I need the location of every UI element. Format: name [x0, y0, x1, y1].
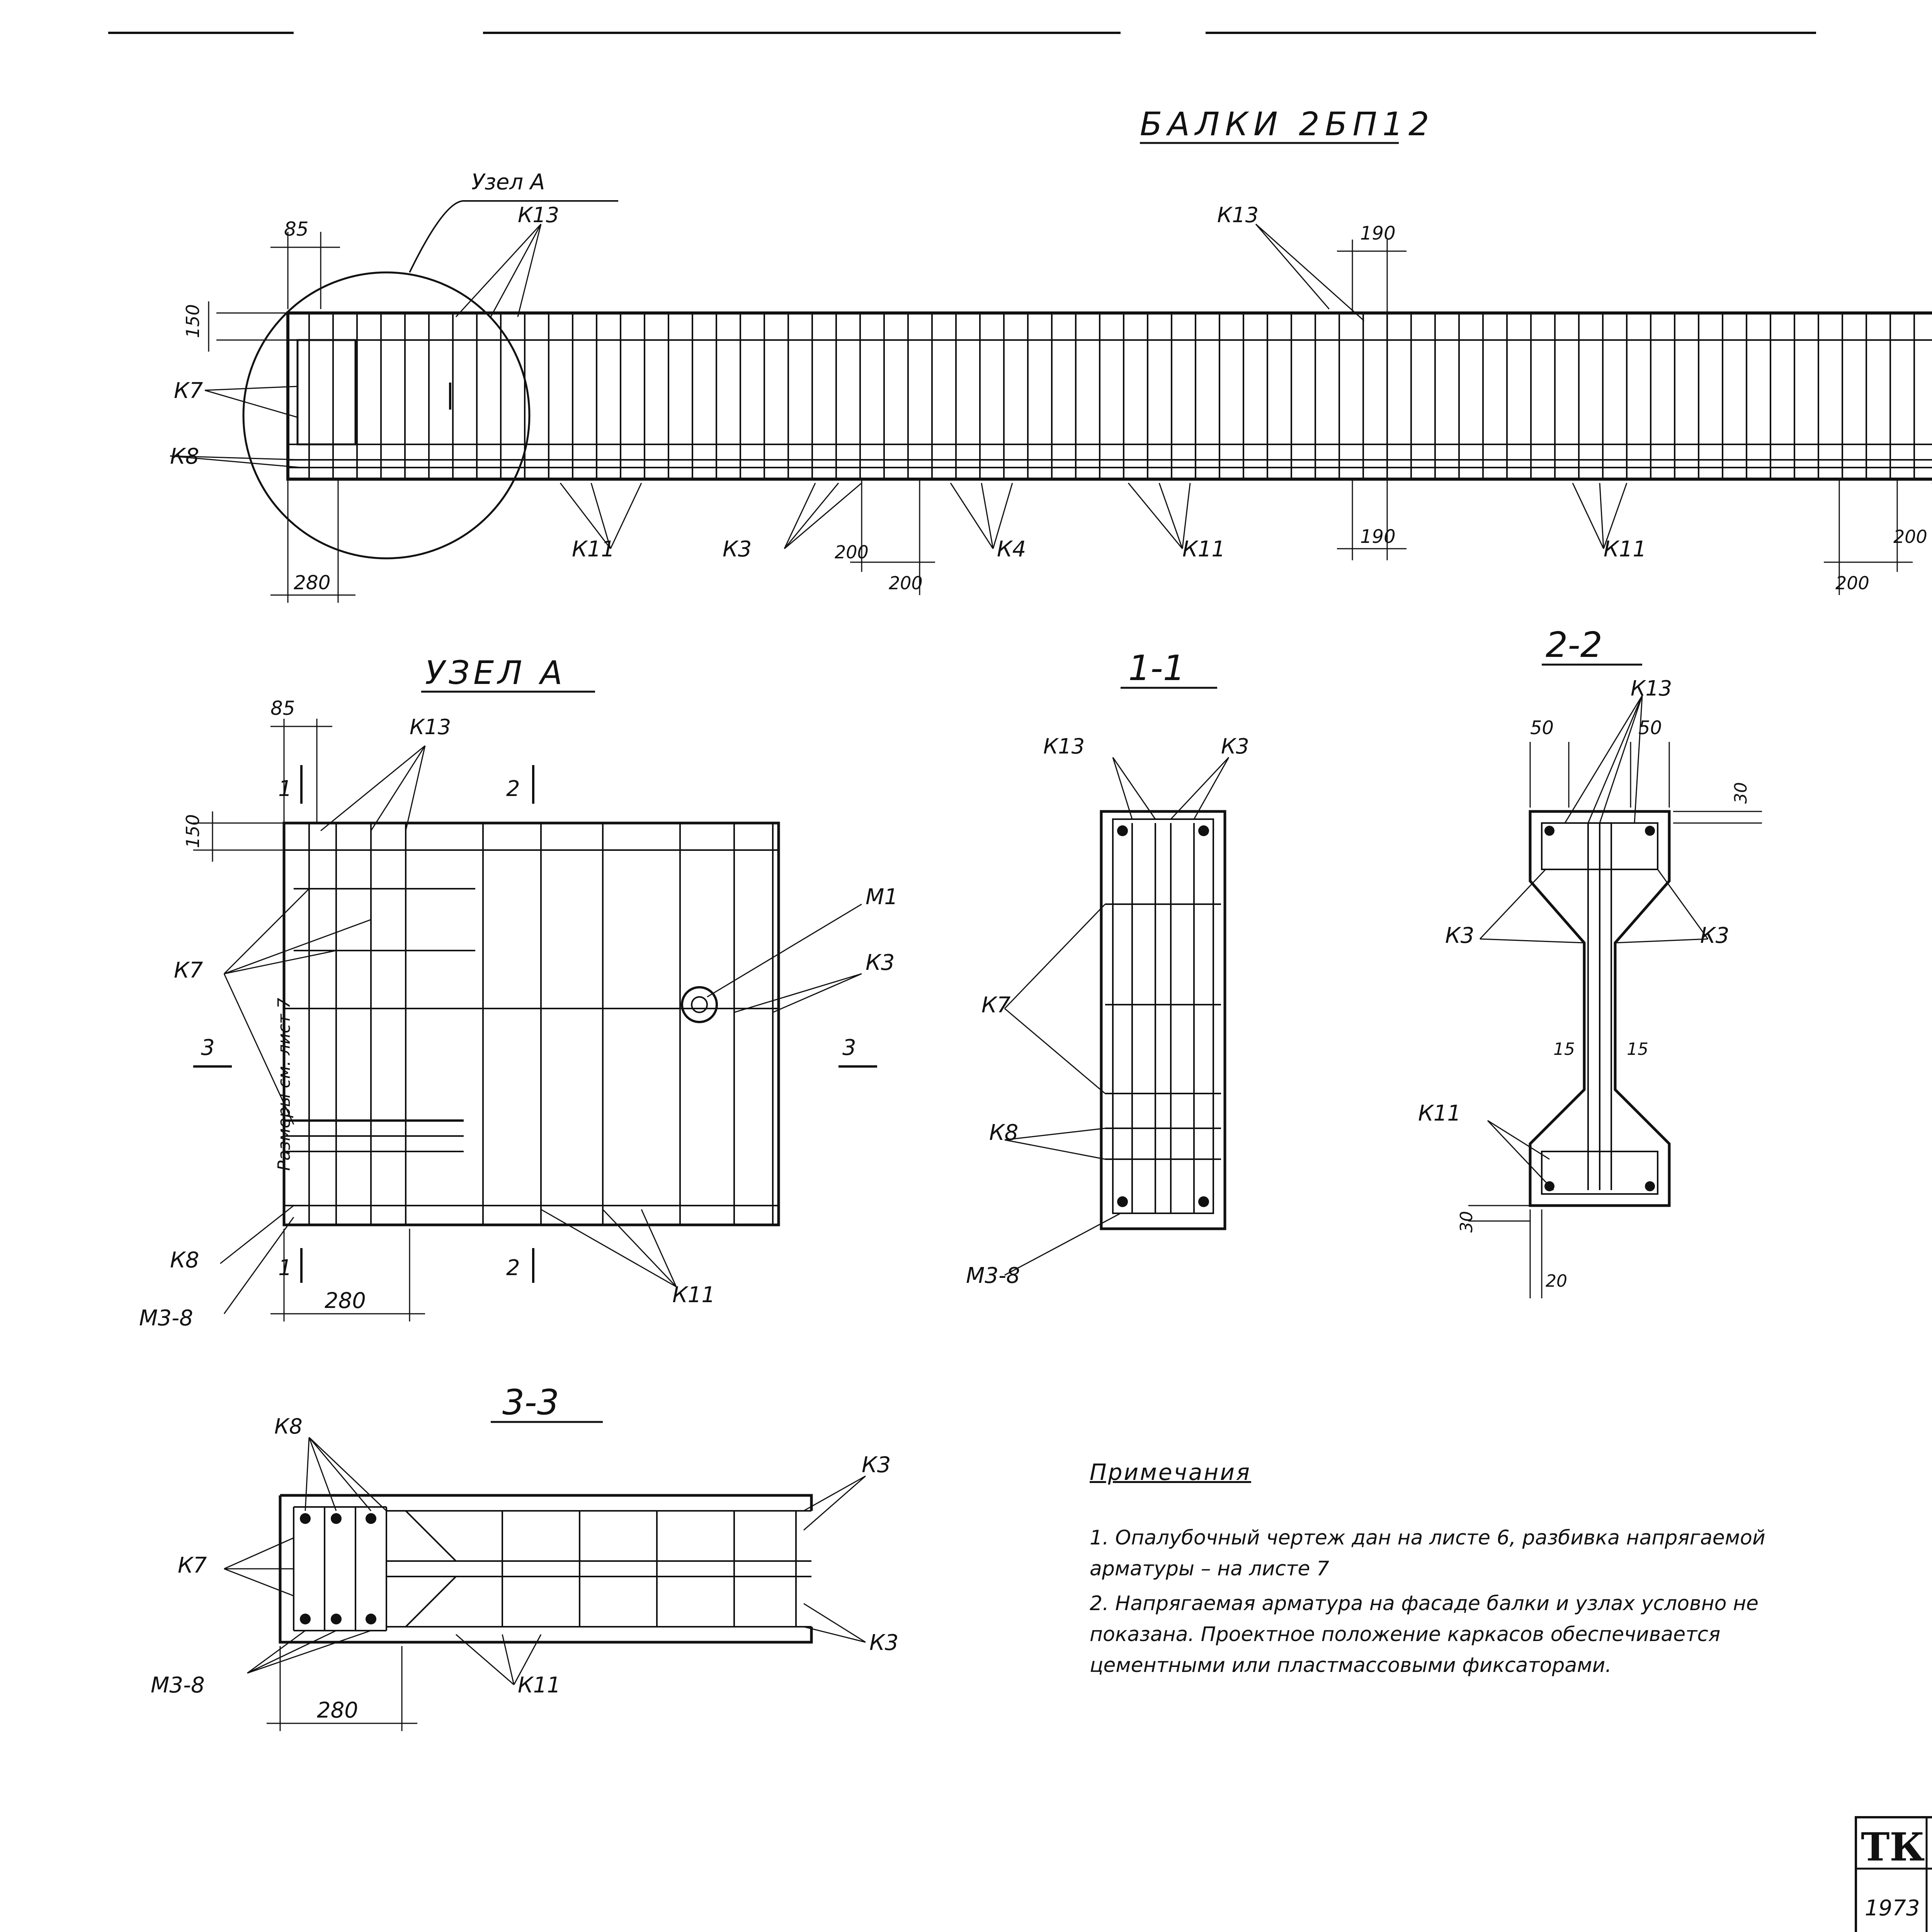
- sec22-k3-right: К3: [1700, 923, 1730, 948]
- note-1: 1. Опалубочный чертеж дан на листе 6, разбивка напрягаемой арматуры – на листе 7: [1090, 1526, 1765, 1580]
- label-k7-left: К7: [174, 378, 203, 403]
- node-k7: К7: [174, 958, 203, 983]
- label-k3-1: К3: [723, 537, 752, 562]
- sec22-k3-left: К3: [1445, 923, 1475, 948]
- logo-tk: ТК: [1861, 1824, 1925, 1870]
- node-k3: К3: [866, 950, 895, 975]
- node-k13: К13: [410, 715, 451, 739]
- dim-200-c: 200: [1893, 526, 1927, 547]
- cut-3-right: 3: [842, 1035, 856, 1060]
- node-k8: К8: [170, 1248, 199, 1273]
- dim-280-sec33: 280: [317, 1698, 358, 1723]
- label-k11-3: К11: [1604, 537, 1647, 562]
- sec11-k8: К8: [989, 1120, 1019, 1145]
- cut-2-top: 2: [506, 776, 520, 801]
- dim-200-d: 200: [1835, 573, 1869, 594]
- label-k13-left: К13: [518, 203, 560, 227]
- cut-1-top: 1: [278, 776, 292, 801]
- node-k11: К11: [672, 1282, 716, 1308]
- sec11-k3: К3: [1221, 734, 1249, 759]
- sizes-note: Размеры см. лист 7: [274, 998, 294, 1171]
- dim-50-right: 50: [1638, 717, 1662, 739]
- dim-20: 20: [1546, 1271, 1567, 1291]
- sec11-k13: К13: [1043, 734, 1085, 759]
- beam-elevation: [170, 170, 1932, 603]
- label-k11-1: К11: [572, 537, 615, 562]
- sec22-k11: К11: [1418, 1101, 1461, 1126]
- sec22-k13: К13: [1631, 676, 1672, 701]
- dim-85-node: 85: [270, 697, 295, 719]
- dim-200-b: 200: [889, 573, 923, 594]
- notes-title: Примечания: [1090, 1459, 1251, 1485]
- sec11-m38: М3-8: [966, 1263, 1020, 1288]
- section-2-2: [1418, 625, 1762, 1298]
- sec11-k7: К7: [981, 993, 1011, 1018]
- label-k11-2: К11: [1182, 537, 1226, 562]
- sec33-k11: К11: [518, 1673, 561, 1698]
- sec-33-title: 3-3: [502, 1382, 559, 1423]
- dim-200-a: 200: [835, 542, 869, 563]
- dim-190-top: 190: [1360, 223, 1396, 244]
- label-k13-mid: К13: [1217, 203, 1259, 227]
- label-k8-left: К8: [170, 444, 199, 469]
- dim-150-node: 150: [182, 814, 203, 848]
- section-3-3: [151, 1382, 898, 1731]
- year: 1973: [1865, 1896, 1920, 1921]
- dim-190-bottom: 190: [1360, 526, 1396, 548]
- dim-150-elev: 150: [182, 304, 203, 338]
- sec33-k3-bottom: К3: [869, 1630, 899, 1655]
- sec33-m38: М3-8: [151, 1673, 205, 1698]
- dim-30-top: 30: [1731, 782, 1751, 804]
- section-1-1: [966, 648, 1249, 1288]
- main-title: БАЛКИ 2БП12: [1140, 105, 1435, 143]
- sec33-k3-top: К3: [862, 1452, 891, 1478]
- dim-15-left: 15: [1553, 1039, 1575, 1059]
- dim-50-left: 50: [1530, 717, 1554, 739]
- title-block: [1855, 1816, 1932, 1932]
- node-m38: М3-8: [139, 1306, 193, 1331]
- label-k4: К4: [997, 537, 1026, 562]
- dim-15-right: 15: [1627, 1039, 1648, 1059]
- dim-280-node: 280: [325, 1288, 366, 1313]
- cut-2-bottom: 2: [506, 1255, 520, 1281]
- dim-280-left: 280: [294, 571, 331, 594]
- node-m1: М1: [866, 884, 898, 910]
- sec33-k8: К8: [274, 1414, 303, 1439]
- node-a-title: УЗЕЛ А: [425, 654, 566, 692]
- cut-1-bottom: 1: [278, 1255, 292, 1281]
- dim-30-bottom: 30: [1457, 1211, 1476, 1233]
- node-a-detail: [139, 654, 898, 1331]
- dim-85-left: 85: [284, 218, 309, 240]
- note-2: 2. Напрягаемая арматура на фасаде балки и узлах условно не показана. Проектное положение каркасов обеспечивается цементными или пластмассовыми фиксаторами.: [1090, 1592, 1759, 1677]
- sec-22-title: 2-2: [1546, 625, 1602, 665]
- node-a-leader: Узел А: [471, 170, 545, 195]
- cut-3-left: 3: [201, 1035, 215, 1060]
- sec33-k7: К7: [178, 1553, 207, 1578]
- sec-11-title: 1-1: [1128, 648, 1185, 689]
